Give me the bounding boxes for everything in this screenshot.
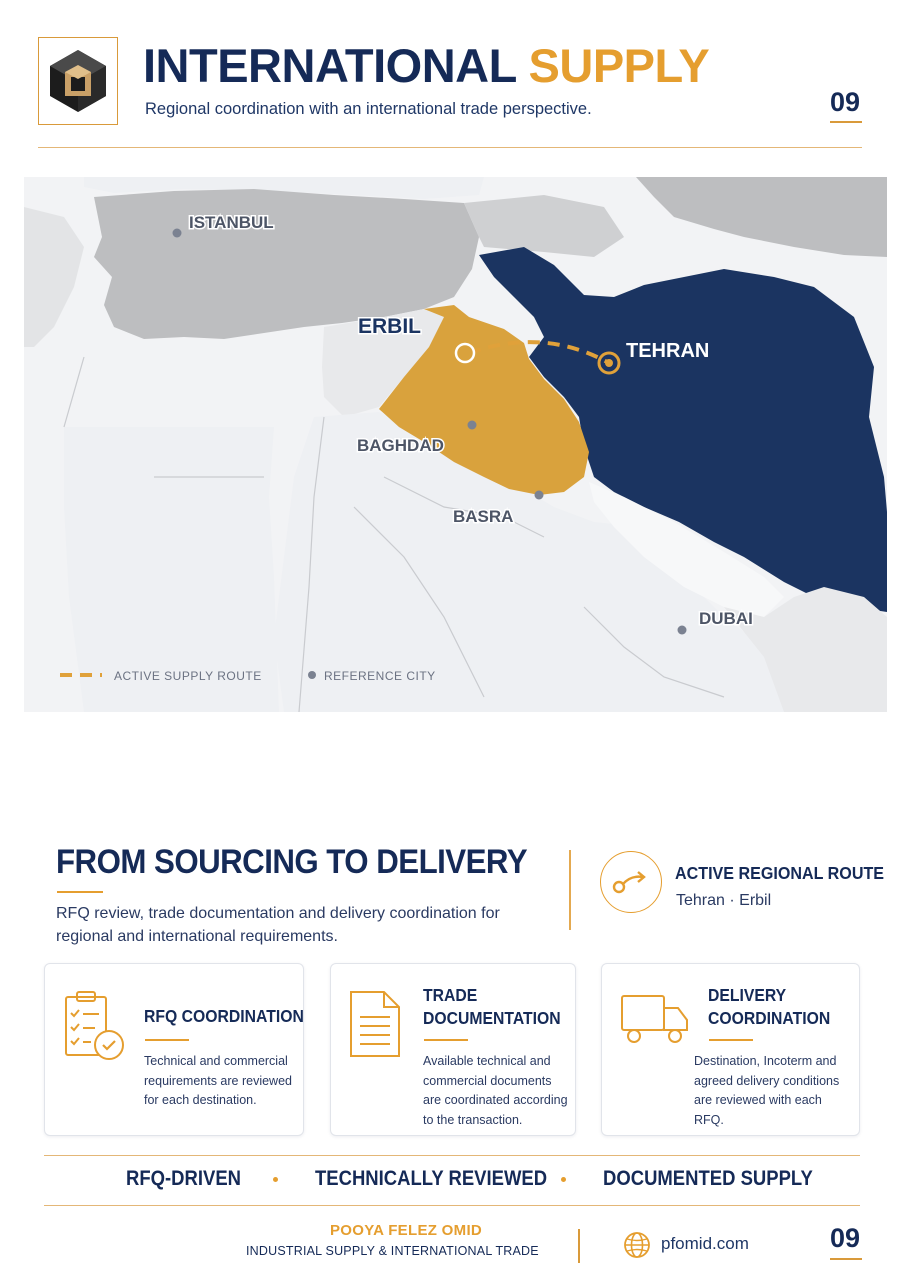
footer-page-number-underline — [830, 1258, 862, 1260]
card-delivery-coordination — [601, 963, 860, 1136]
card-trade-underline — [424, 1039, 468, 1041]
route-circle — [600, 851, 662, 913]
card-delivery-text: Destination, Incoterm and agreed delivery conditions are reviewed with each RFQ. — [694, 1054, 840, 1127]
footer-page-number: 09 — [829, 1223, 860, 1253]
map-legend — [60, 669, 436, 683]
section-title-underline — [57, 891, 103, 893]
tehran-label: TEHRAN — [626, 340, 710, 362]
page-title-main: INTERNATIONAL — [143, 39, 516, 92]
istanbul-marker — [173, 229, 182, 238]
clipboard-checklist-icon — [63, 989, 129, 1063]
footer-divider — [578, 1229, 580, 1263]
card-rfq-underline — [145, 1039, 189, 1041]
basra-label: BASRA — [453, 507, 514, 526]
legend-city-swatch — [308, 671, 316, 679]
tag-separator-dot — [561, 1177, 566, 1182]
section-title: FROM SOURCING TO DELIVERY — [56, 843, 528, 881]
dubai-label: DUBAI — [699, 609, 753, 628]
legend-route-label: ACTIVE SUPPLY ROUTE — [114, 669, 262, 683]
globe-icon — [623, 1231, 651, 1259]
tagline-bottom-rule — [44, 1205, 860, 1206]
baghdad-label: BAGHDAD — [357, 436, 444, 455]
page-title-accent: SUPPLY — [528, 39, 710, 92]
card-rfq-title: RFQ COORDINATION — [144, 1006, 304, 1026]
card-trade-title-line2: DOCUMENTATION — [423, 1008, 561, 1028]
hexagon-logo-icon — [47, 48, 109, 114]
dubai-marker — [678, 626, 687, 635]
legend-city-label: REFERENCE CITY — [324, 669, 436, 683]
tag-documented-supply: DOCUMENTED SUPPLY — [603, 1167, 813, 1190]
baghdad-marker — [468, 421, 477, 430]
card-delivery-title-line2: COORDINATION — [708, 1008, 831, 1028]
section-divider — [569, 850, 571, 930]
company-logo — [38, 37, 118, 125]
route-title: ACTIVE REGIONAL ROUTE — [675, 863, 885, 883]
route-arrow-icon — [611, 867, 651, 897]
card-trade-documentation — [330, 963, 576, 1136]
erbil-label: ERBIL — [358, 315, 421, 338]
card-rfq-coordination — [44, 963, 304, 1136]
page-subtitle: Regional coordination with an international trade perspective. — [145, 100, 592, 118]
card-delivery-title-line1: DELIVERY — [708, 985, 787, 1005]
footer-company-name: POOYA FELEZ OMID — [330, 1222, 483, 1239]
istanbul-label: ISTANBUL — [189, 213, 274, 232]
card-rfq-text: Technical and commercial requirements are reviewed for each destination. — [144, 1054, 292, 1107]
route-subtitle: Tehran · Erbil — [676, 892, 772, 909]
tag-separator-dot — [273, 1177, 278, 1182]
section-description: RFQ review, trade documentation and delivery coordination for regional and international requirements. — [56, 905, 500, 945]
card-trade-text: Available technical and commercial documents are coordinated according to the transaction. — [423, 1054, 568, 1127]
tag-rfq-driven: RFQ-DRIVEN — [126, 1167, 241, 1190]
delivery-truck-icon — [620, 992, 690, 1048]
map-svg — [24, 177, 887, 712]
tag-technically-reviewed: TECHNICALLY REVIEWED — [315, 1167, 548, 1190]
erbil-marker — [456, 344, 474, 362]
page-title — [143, 38, 709, 94]
page-number-underline — [830, 121, 862, 123]
basra-marker — [535, 491, 544, 500]
regional-map — [24, 177, 887, 712]
card-delivery-underline — [709, 1039, 753, 1041]
page-number: 09 — [829, 87, 860, 117]
header-divider — [38, 147, 862, 148]
footer-website-link[interactable]: pfomid.com — [661, 1234, 749, 1253]
document-icon — [348, 989, 402, 1059]
footer-tagline: INDUSTRIAL SUPPLY & INTERNATIONAL TRADE — [246, 1244, 539, 1258]
card-trade-title-line1: TRADE — [423, 985, 478, 1005]
tagline-top-rule — [44, 1155, 860, 1156]
